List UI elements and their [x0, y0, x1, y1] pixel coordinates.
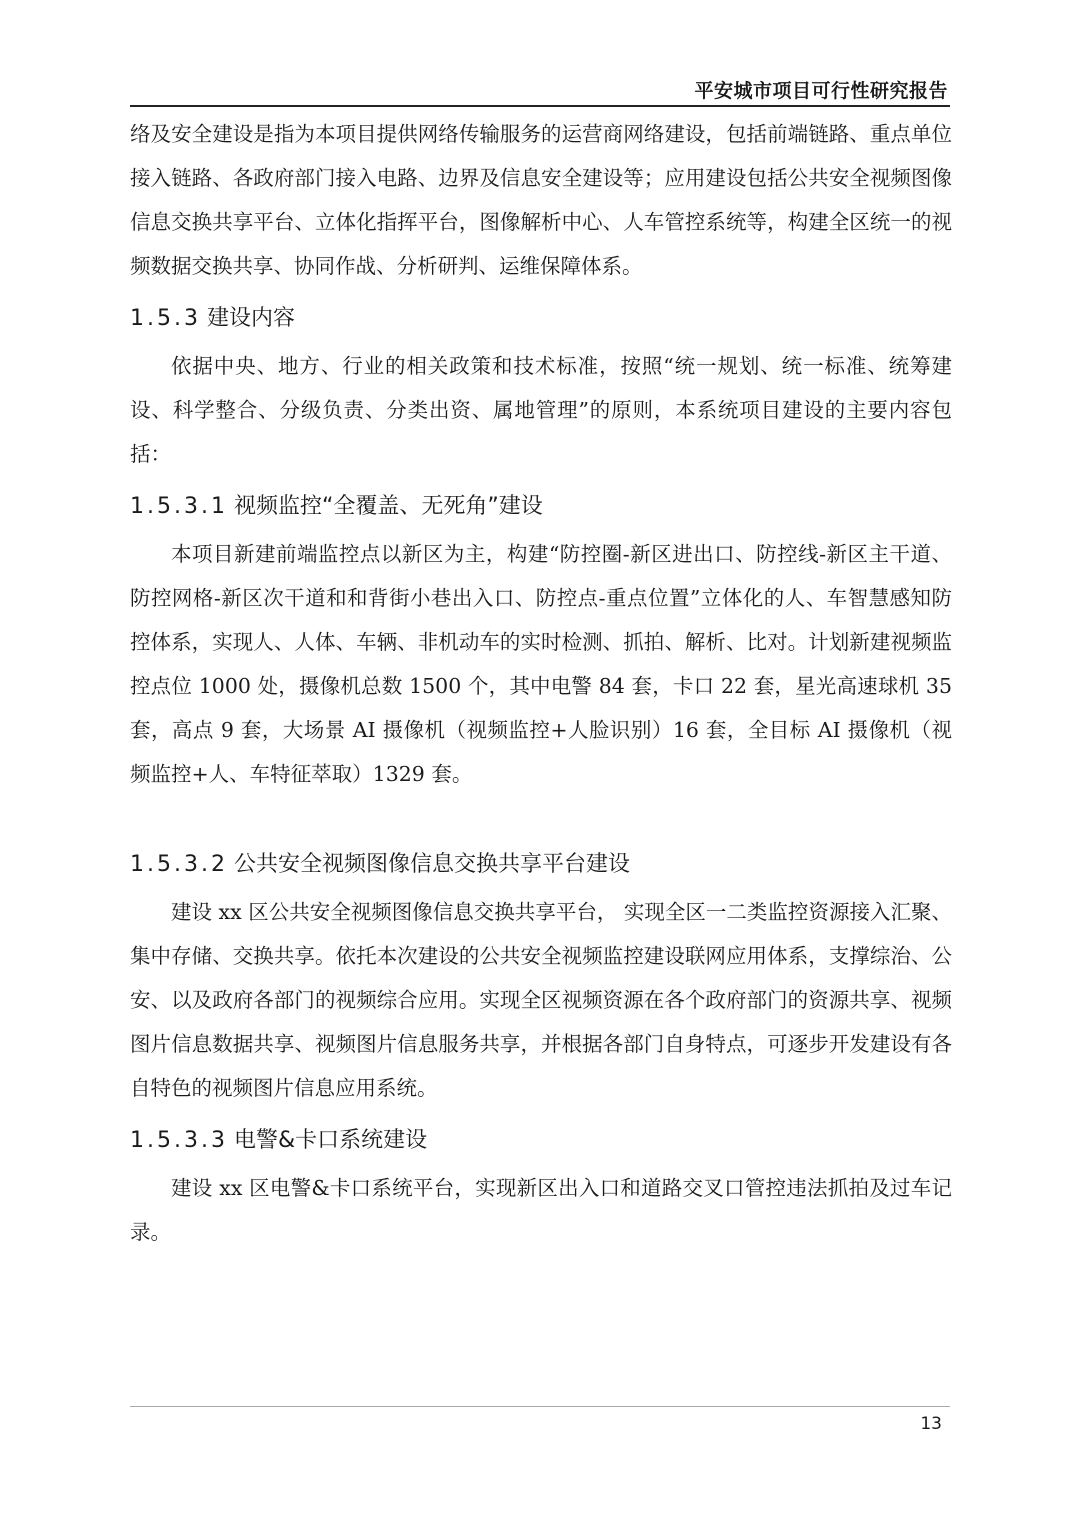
document-body	[130, 112, 952, 1254]
section-title: 公共安全视频图像信息交换共享平台建设	[233, 852, 630, 877]
section-title: 电警&卡口系统建设	[233, 1128, 428, 1153]
section-number: 1.5.3.3	[130, 1128, 228, 1153]
section-1-5-3-heading	[130, 294, 952, 344]
page-number: 13	[920, 1414, 942, 1434]
footer-divider	[130, 1406, 950, 1407]
section-title: 建设内容	[206, 306, 295, 331]
header-divider	[130, 105, 950, 107]
section-1-5-3-3-heading	[130, 1116, 952, 1166]
section-1-5-3-2-heading	[130, 840, 952, 890]
section-number: 1.5.3.1	[130, 494, 228, 519]
section-number: 1.5.3	[130, 306, 201, 331]
section-1-5-3-paragraph: 依据中央、地方、行业的相关政策和技术标准，按照“统一规划、统一标准、统筹建设、科学整合、分级负责、分类出资、属地管理”的原则，本系统项目建设的主要内容包括：	[130, 354, 952, 466]
document-header-title: 平安城市项目可行性研究报告	[694, 80, 948, 102]
intro-paragraph: 络及安全建设是指为本项目提供网络传输服务的运营商网络建设，包括前端链路、重点单位接入链路、各政府部门接入电路、边界及信息安全建设等；应用建设包括公共安全视频图像信息交换共享平台、立体化指挥平台，图像解析中心、人车管控系统等，构建全区统一的视频数据交换共享、协同作战、分析研判、运维保障体系。	[130, 122, 952, 278]
section-1-5-3-3-paragraph: 建设 xx 区电警&卡口系统平台，实现新区出入口和道路交叉口管控违法抓拍及过车记录。	[130, 1176, 952, 1244]
section-1-5-3-2-paragraph: 建设 xx 区公共安全视频图像信息交换共享平台， 实现全区一二类监控资源接入汇聚、集中存储、交换共享。依托本次建设的公共安全视频监控建设联网应用体系，支撑综治、公安、以及政府各部门的视频综合应用。实现全区视频资源在各个政府部门的资源共享、视频图片信息数据共享、视频图片信息服务共享，并根据各部门自身特点，可逐步开发建设有各自特色的视频图片信息应用系统。	[130, 900, 952, 1100]
section-number: 1.5.3.2	[130, 852, 228, 877]
spacer	[130, 796, 952, 840]
section-1-5-3-1-heading	[130, 482, 952, 532]
section-title: 视频监控“全覆盖、无死角”建设	[233, 494, 543, 519]
section-1-5-3-1-paragraph: 本项目新建前端监控点以新区为主，构建“防控圈-新区进出口、防控线-新区主干道、防控网格-新区次干道和和背街小巷出入口、防控点-重点位置”立体化的人、车智慧感知防控体系，实现人、人体、车辆、非机动车的实时检测、抓拍、解析、比对。计划新建视频监控点位 1000 处，摄像机总数 1500 个，其中电警 84 套，卡口 22 套，星光高速球机 35 套，高点 9 套，大场景 AI 摄像机（视频监控+人脸识别）16 套，全目标 AI 摄像机（视频监控+人、车特征萃取）1329 套。	[130, 542, 952, 786]
